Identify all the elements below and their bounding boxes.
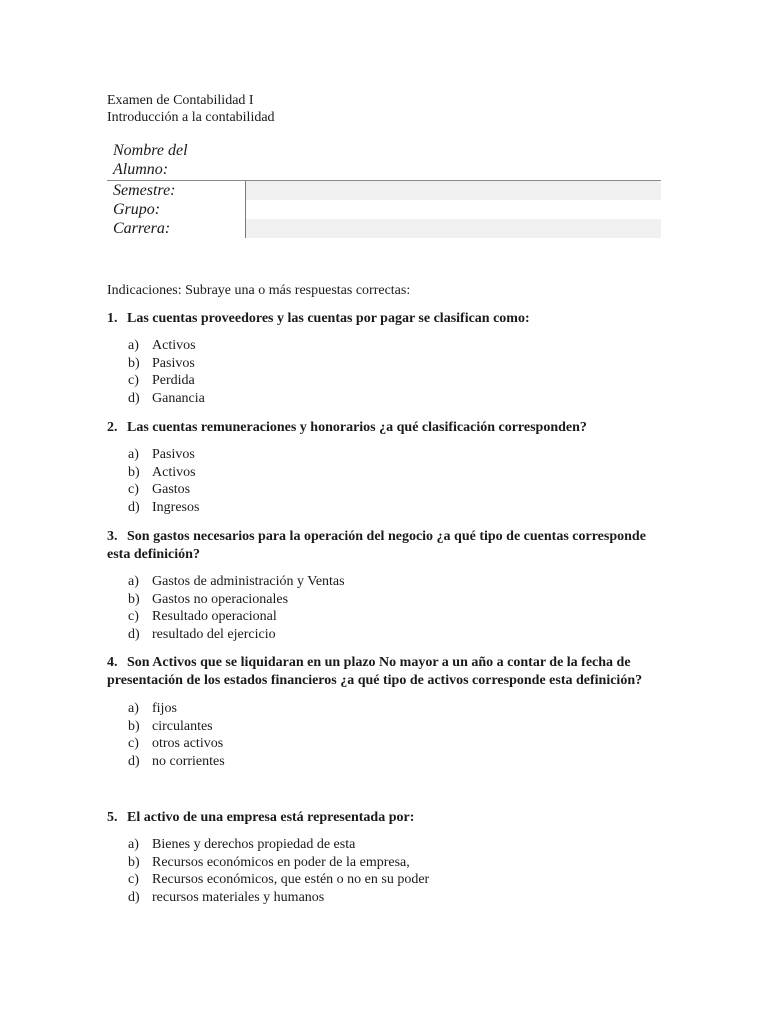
- career-label: Carrera:: [113, 220, 171, 237]
- question-2: [107, 419, 667, 437]
- question-4: [107, 654, 667, 690]
- question-text: El activo de una empresa está representada por:: [127, 810, 415, 825]
- semester-label: Semestre:: [113, 182, 176, 199]
- instructions-text: Indicaciones: Subraye una o más respuestas correctas:: [107, 283, 411, 298]
- question-1-options: [128, 337, 205, 408]
- question-1: [107, 310, 667, 328]
- option-d[interactable]: d) no corrientes: [128, 754, 225, 770]
- option-b[interactable]: b) circulantes: [128, 718, 213, 734]
- name-label: Nombre del Alumno:: [113, 142, 188, 178]
- option-a[interactable]: a) Gastos de administración y Ventas: [128, 574, 345, 589]
- question-text: Las cuentas remuneraciones y honorarios ¿a qué clasificación corresponden?: [127, 420, 587, 435]
- student-info-table: [107, 141, 661, 238]
- name-field[interactable]: [245, 141, 661, 180]
- question-number: 2.: [107, 420, 118, 435]
- question-5-options: [128, 836, 429, 907]
- question-number: 3.: [107, 529, 118, 544]
- question-3-options: [128, 573, 345, 644]
- question-text: Son gastos necesarios para la operación del negocio ¿a qué tipo de cuentas corresponde esta definición?: [107, 529, 646, 562]
- question-4-options: [128, 700, 225, 771]
- question-number: 5.: [107, 810, 118, 825]
- career-field[interactable]: [245, 219, 661, 238]
- question-number: 1.: [107, 311, 118, 326]
- option-c[interactable]: c) Resultado operacional: [128, 609, 277, 625]
- question-5: [107, 809, 667, 827]
- option-d[interactable]: d) recursos materiales y humanos: [128, 890, 325, 906]
- question-text: Son Activos que se liquidaran en un plazo No mayor a un año a contar de la fecha de presentación de los estados financieros ¿a qué tipo de activos corresponde esta definición?: [107, 655, 643, 688]
- exam-subtitle: Introducción a la contabilidad: [107, 110, 275, 125]
- option-b[interactable]: b) Gastos no operacionales: [128, 591, 289, 607]
- option-b[interactable]: b) Activos: [128, 464, 196, 480]
- option-a[interactable]: a) Pasivos: [128, 447, 195, 462]
- option-d[interactable]: d) resultado del ejercicio: [128, 627, 276, 643]
- option-d[interactable]: d) Ingresos: [128, 500, 200, 516]
- option-a[interactable]: a) Activos: [128, 338, 196, 353]
- option-c[interactable]: c) otros activos: [128, 736, 224, 752]
- exam-title: Examen de Contabilidad I: [107, 93, 254, 108]
- question-3: [107, 528, 667, 564]
- question-number: 4.: [107, 655, 118, 670]
- option-b[interactable]: b) Recursos económicos en poder de la empresa,: [128, 854, 410, 870]
- option-c[interactable]: c) Gastos: [128, 482, 191, 498]
- option-a[interactable]: a) Bienes y derechos propiedad de esta: [128, 837, 356, 852]
- semester-field[interactable]: [245, 181, 661, 200]
- option-b[interactable]: b) Pasivos: [128, 355, 195, 371]
- option-c[interactable]: c) Recursos económicos, que estén o no en su poder: [128, 872, 430, 888]
- option-d[interactable]: d) Ganancia: [128, 391, 205, 407]
- question-text: Las cuentas proveedores y las cuentas por pagar se clasifican como:: [127, 311, 530, 326]
- group-field[interactable]: [245, 200, 661, 219]
- question-2-options: [128, 446, 199, 517]
- exam-header: [107, 92, 663, 126]
- group-label: Grupo:: [113, 201, 161, 218]
- option-c[interactable]: c) Perdida: [128, 373, 195, 389]
- option-a[interactable]: a) fijos: [128, 701, 177, 716]
